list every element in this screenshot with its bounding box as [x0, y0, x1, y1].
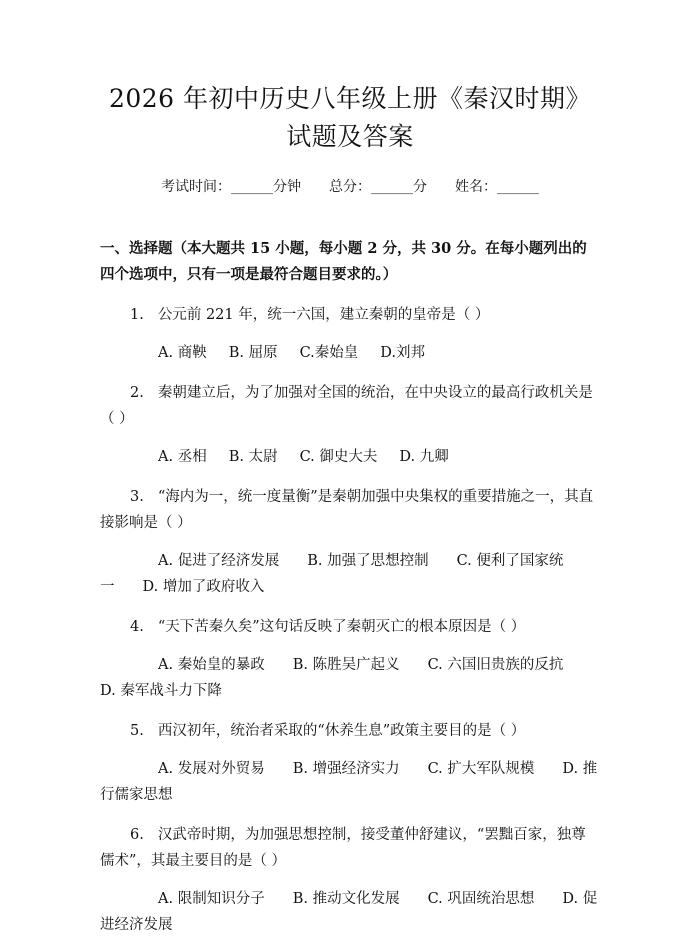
option-a: A. 商鞅: [158, 345, 207, 361]
section-heading: 一、选择题（本大题共 15 小题，每小题 2 分，共 30 分。在每小题列出的四个选项中，只有一项是最符合题目要求的。）: [100, 240, 587, 283]
option-b: B. 太尉: [228, 449, 278, 465]
option-b: B. 加强了思想控制: [307, 553, 429, 569]
question-stem: 汉武帝时期，为加强思想控制，接受董仲舒建议，“罢黜百家，独尊儒术”，其最主要目的是（ ）: [100, 827, 586, 869]
question-5: [100, 718, 600, 744]
name-field: 姓名：______: [455, 179, 539, 195]
question-2: [100, 380, 600, 432]
question-4-options: [100, 652, 600, 704]
question-6-options: [100, 886, 600, 938]
question-1: [100, 302, 600, 328]
option-b: B. 屈原: [228, 345, 278, 361]
option-b: B. 陈胜吴广起义: [292, 657, 400, 673]
option-c: C.秦始皇: [299, 345, 359, 361]
question-stem: 公元前 221 年，统一六国，建立秦朝的皇帝是（ ）: [157, 307, 490, 323]
option-d: D. 增加了政府收入: [142, 579, 265, 595]
question-stem: 秦朝建立后，为了加强对全国的统治，在中央设立的最高行政机关是（ ）: [100, 385, 593, 427]
question-5-options: [100, 756, 600, 808]
question-stem: “天下苦秦久矣”这句话反映了秦朝灭亡的根本原因是（ ）: [157, 619, 526, 635]
option-a: A. 丞相: [158, 449, 207, 465]
question-2-options: [100, 444, 600, 470]
option-a: A. 发展对外贸易: [158, 761, 265, 777]
page-title: 2026 年初中历史八年级上册《秦汉时期》试题及答案: [108, 84, 592, 151]
question-3-options: [100, 548, 600, 600]
exam-time-field: 考试时间：______分钟: [161, 179, 301, 195]
option-c: C. 便利了国家统一: [100, 553, 564, 595]
option-d: D.刘邦: [380, 345, 425, 361]
question-number: 5.: [130, 723, 144, 739]
option-b: B. 增强经济实力: [292, 761, 400, 777]
option-b: B. 推动文化发展: [292, 891, 400, 907]
option-d: D. 促进经济发展: [100, 891, 598, 933]
question-number: 1.: [130, 307, 144, 323]
option-c: C. 巩固统治思想: [427, 891, 535, 907]
question-1-options: [100, 340, 600, 366]
option-c: C. 扩大军队规模: [427, 761, 535, 777]
option-a: A. 限制知识分子: [158, 891, 265, 907]
question-number: 4.: [130, 619, 144, 635]
question-4: [100, 614, 600, 640]
question-stem: 西汉初年，统治者采取的“休养生息”政策主要目的是（ ）: [157, 723, 526, 739]
option-a: A. 促进了经济发展: [158, 553, 280, 569]
option-d: D. 九卿: [399, 449, 449, 465]
option-a: A. 秦始皇的暴政: [158, 657, 265, 673]
option-d: D. 推行儒家思想: [100, 761, 598, 803]
question-3: [100, 484, 600, 536]
question-stem: “海内为一，统一度量衡”是秦朝加强中央集权的重要措施之一，其直接影响是（ ）: [100, 489, 594, 531]
total-score-field: 总分：______分: [329, 179, 427, 195]
option-c: C. 御史大夫: [299, 449, 378, 465]
question-6: [100, 822, 600, 874]
question-number: 6.: [130, 827, 144, 843]
exam-info-row: [100, 176, 600, 198]
option-d: D. 秦军战斗力下降: [100, 683, 222, 699]
question-number: 2.: [130, 385, 144, 401]
question-number: 3.: [130, 489, 144, 505]
option-c: C. 六国旧贵族的反抗: [427, 657, 564, 673]
